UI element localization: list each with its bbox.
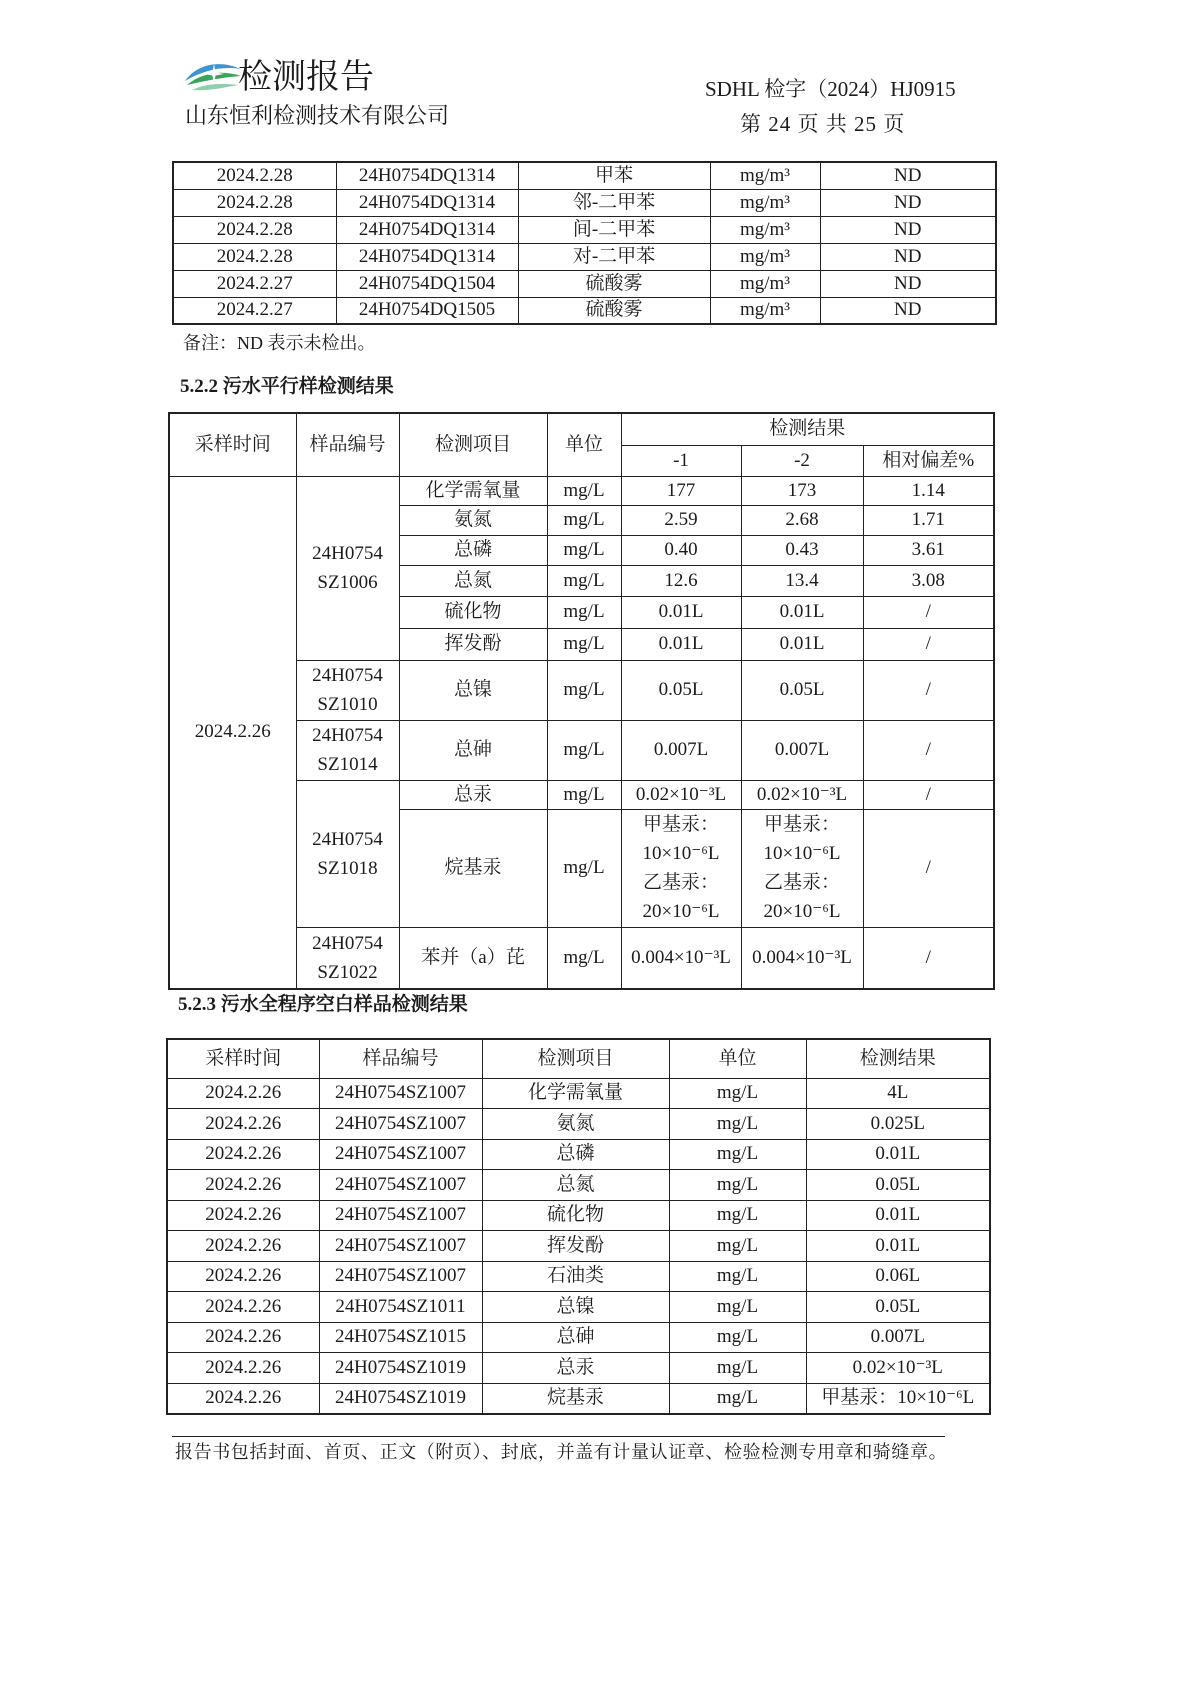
unit-cell: mg/L xyxy=(547,780,621,809)
header-relative-deviation: 相对偏差% xyxy=(863,445,994,476)
result-2-cell: 0.05L xyxy=(741,660,863,720)
sampling-date-cell: 2024.2.28 xyxy=(173,162,336,189)
sampling-date-cell: 2024.2.26 xyxy=(167,1292,319,1323)
header-unit: 单位 xyxy=(669,1039,806,1078)
header-result-1: -1 xyxy=(621,445,741,476)
result-line: 乙基汞： xyxy=(642,872,719,893)
parallel-sample-table xyxy=(168,412,995,990)
result-2-cell: 0.007L xyxy=(741,720,863,780)
section-heading-blank: 5.2.3 污水全程序空白样品检测结果 xyxy=(178,994,468,1015)
table-row xyxy=(173,162,996,189)
sample-id-cell: 24H0754SZ1007 xyxy=(319,1109,482,1140)
sample-id-cell: 24H0754DQ1314 xyxy=(336,162,518,189)
sample-id-line: 24H0754 xyxy=(312,543,383,564)
unit-cell: mg/L xyxy=(547,596,621,628)
table-row xyxy=(167,1292,990,1323)
result-cell: 甲基汞：10×10⁻⁶L xyxy=(806,1383,990,1414)
sampling-date-cell: 2024.2.28 xyxy=(173,189,336,216)
sample-id-line: 24H0754 xyxy=(312,932,383,954)
sample-id-cell: 24H0754SZ1011 xyxy=(319,1292,482,1323)
result-line: 10×10⁻⁶L xyxy=(642,843,720,864)
table-header-row xyxy=(167,1039,990,1078)
sample-id-cell: 24H0754SZ1019 xyxy=(319,1383,482,1414)
result-1-cell xyxy=(621,809,741,927)
result-2-cell: 13.4 xyxy=(741,565,863,596)
result-cell: ND xyxy=(820,216,996,243)
result-2-cell: 0.01L xyxy=(741,628,863,660)
test-item-cell: 邻-二甲苯 xyxy=(518,189,710,216)
sampling-date-cell: 2024.2.28 xyxy=(173,216,336,243)
test-item-cell: 挥发酚 xyxy=(399,628,547,660)
test-item-cell: 总砷 xyxy=(482,1322,669,1353)
result-1-cell: 2.59 xyxy=(621,505,741,535)
unit-cell: mg/m³ xyxy=(710,270,820,297)
sample-id-cell: 24H0754SZ1007 xyxy=(319,1261,482,1292)
header-test-item: 检测项目 xyxy=(399,413,547,476)
sample-id-cell xyxy=(296,476,399,660)
unit-cell: mg/L xyxy=(669,1170,806,1201)
header-result-2: -2 xyxy=(741,445,863,476)
logo-light-wave xyxy=(192,84,238,90)
unit-cell: mg/m³ xyxy=(710,297,820,324)
sample-id-cell: 24H0754SZ1007 xyxy=(319,1078,482,1109)
table-row xyxy=(167,1322,990,1353)
sample-id-cell: 24H0754SZ1007 xyxy=(319,1139,482,1170)
table-row xyxy=(167,1109,990,1140)
result-cell: ND xyxy=(820,270,996,297)
unit-cell: mg/m³ xyxy=(710,162,820,189)
sample-id-cell xyxy=(296,927,399,989)
sample-id-cell: 24H0754SZ1019 xyxy=(319,1353,482,1384)
unit-cell: mg/L xyxy=(669,1353,806,1384)
test-item-cell: 烷基汞 xyxy=(399,809,547,927)
unit-cell: mg/m³ xyxy=(710,189,820,216)
sample-id-cell xyxy=(296,660,399,720)
table-row xyxy=(173,189,996,216)
test-item-cell: 总磷 xyxy=(399,535,547,565)
result-cell: ND xyxy=(820,297,996,324)
relative-deviation-cell: / xyxy=(863,596,994,628)
result-1-cell: 12.6 xyxy=(621,565,741,596)
result-1-cell: 0.05L xyxy=(621,660,741,720)
test-item-cell: 苯并（a）芘 xyxy=(399,927,547,989)
sampling-date-cell: 2024.2.27 xyxy=(173,270,336,297)
test-item-cell: 总磷 xyxy=(482,1139,669,1170)
sample-id-line: 24H0754 xyxy=(312,725,383,746)
relative-deviation-cell: 1.14 xyxy=(863,476,994,505)
result-1-cell: 0.40 xyxy=(621,535,741,565)
test-item-cell: 化学需氧量 xyxy=(399,476,547,505)
sample-id-cell: 24H0754DQ1505 xyxy=(336,297,518,324)
table-row xyxy=(167,1353,990,1384)
sample-id-cell: 24H0754SZ1007 xyxy=(319,1170,482,1201)
company-name: 山东恒利检测技术有限公司 xyxy=(185,103,450,128)
table-row xyxy=(167,1383,990,1414)
test-item-cell: 总汞 xyxy=(399,780,547,809)
result-cell: 0.06L xyxy=(806,1261,990,1292)
relative-deviation-cell: / xyxy=(863,780,994,809)
test-item-cell: 总砷 xyxy=(399,720,547,780)
result-line: 20×10⁻⁶L xyxy=(642,901,720,922)
sampling-date-cell: 2024.2.26 xyxy=(167,1170,319,1201)
test-item-cell: 间-二甲苯 xyxy=(518,216,710,243)
relative-deviation-cell: / xyxy=(863,927,994,989)
result-2-cell: 2.68 xyxy=(741,505,863,535)
relative-deviation-cell: 3.08 xyxy=(863,565,994,596)
header-sampling-date: 采样时间 xyxy=(169,413,296,476)
sampling-date-cell: 2024.2.26 xyxy=(167,1139,319,1170)
result-cell: 0.007L xyxy=(806,1322,990,1353)
unit-cell: mg/L xyxy=(547,628,621,660)
test-item-cell: 硫酸雾 xyxy=(518,297,710,324)
sampling-date-cell: 2024.2.26 xyxy=(167,1322,319,1353)
result-1-cell: 0.01L xyxy=(621,628,741,660)
test-item-cell: 甲苯 xyxy=(518,162,710,189)
test-item-cell: 总氮 xyxy=(482,1170,669,1201)
result-2-cell: 173 xyxy=(741,476,863,505)
header-sampling-date: 采样时间 xyxy=(167,1039,319,1078)
test-item-cell: 烷基汞 xyxy=(482,1383,669,1414)
test-item-cell: 石油类 xyxy=(482,1261,669,1292)
sample-id-cell xyxy=(296,780,399,927)
result-cell: 0.01L xyxy=(806,1200,990,1231)
sample-id-cell: 24H0754DQ1504 xyxy=(336,270,518,297)
relative-deviation-cell: 3.61 xyxy=(863,535,994,565)
sampling-date-cell: 2024.2.26 xyxy=(167,1109,319,1140)
test-item-cell: 总镍 xyxy=(399,660,547,720)
exhaust-results-table xyxy=(172,161,997,325)
result-2-cell: 0.02×10⁻³L xyxy=(741,780,863,809)
sample-id-line: SZ1018 xyxy=(317,857,378,879)
sampling-date-cell: 2024.2.28 xyxy=(173,243,336,270)
result-line: 10×10⁻⁶L xyxy=(763,843,841,864)
sampling-date-cell: 2024.2.26 xyxy=(167,1078,319,1109)
result-2-cell: 0.01L xyxy=(741,596,863,628)
sampling-date-cell: 2024.2.26 xyxy=(169,476,296,989)
test-item-cell: 对-二甲苯 xyxy=(518,243,710,270)
table-row xyxy=(173,297,996,324)
table-note: 备注：ND 表示未检出。 xyxy=(183,333,376,353)
sampling-date-cell: 2024.2.26 xyxy=(167,1353,319,1384)
sampling-date-cell: 2024.2.27 xyxy=(173,297,336,324)
test-item-cell: 氨氮 xyxy=(399,505,547,535)
unit-cell: mg/L xyxy=(547,720,621,780)
table-row xyxy=(173,270,996,297)
unit-cell: mg/L xyxy=(669,1322,806,1353)
test-item-cell: 总氮 xyxy=(399,565,547,596)
report-title: 检测报告 xyxy=(238,59,374,96)
sample-id-line: SZ1010 xyxy=(317,694,378,715)
unit-cell: mg/L xyxy=(669,1383,806,1414)
test-item-cell: 氨氮 xyxy=(482,1109,669,1140)
table-row xyxy=(173,216,996,243)
test-item-cell: 化学需氧量 xyxy=(482,1078,669,1109)
result-1-cell: 177 xyxy=(621,476,741,505)
blank-sample-table xyxy=(166,1038,991,1415)
unit-cell: mg/L xyxy=(547,505,621,535)
unit-cell: mg/L xyxy=(669,1261,806,1292)
header-result: 检测结果 xyxy=(621,413,994,445)
sample-id-cell: 24H0754DQ1314 xyxy=(336,189,518,216)
header-sample-id: 样品编号 xyxy=(296,413,399,476)
footer-statement: 报告书包括封面、首页、正文（附页）、封底，并盖有计量认证章、检验检测专用章和骑缝章。 xyxy=(175,1442,948,1462)
unit-cell: mg/m³ xyxy=(710,243,820,270)
unit-cell: mg/L xyxy=(669,1200,806,1231)
footer-divider xyxy=(172,1436,945,1437)
sample-id-line: SZ1006 xyxy=(317,572,378,593)
result-cell: 0.01L xyxy=(806,1231,990,1262)
result-cell: 0.05L xyxy=(806,1170,990,1201)
sample-id-cell xyxy=(296,720,399,780)
sample-id-cell: 24H0754SZ1007 xyxy=(319,1200,482,1231)
company-logo xyxy=(184,57,242,97)
test-item-cell: 总汞 xyxy=(482,1353,669,1384)
table-row xyxy=(167,1170,990,1201)
result-cell: 0.025L xyxy=(806,1109,990,1140)
result-2-cell: 0.004×10⁻³L xyxy=(741,927,863,989)
table-row xyxy=(173,243,996,270)
table-row xyxy=(167,1200,990,1231)
header-sample-id: 样品编号 xyxy=(319,1039,482,1078)
page-indicator: 第 24 页 共 25 页 xyxy=(740,112,906,136)
result-cell: 0.01L xyxy=(806,1139,990,1170)
sample-id-cell: 24H0754SZ1007 xyxy=(319,1231,482,1262)
header-unit: 单位 xyxy=(547,413,621,476)
result-2-cell: 0.43 xyxy=(741,535,863,565)
header-result: 检测结果 xyxy=(806,1039,990,1078)
result-line: 甲基汞： xyxy=(642,814,719,835)
relative-deviation-cell: 1.71 xyxy=(863,505,994,535)
unit-cell: mg/L xyxy=(547,565,621,596)
sample-id-cell: 24H0754DQ1314 xyxy=(336,216,518,243)
result-cell: 4L xyxy=(806,1078,990,1109)
result-2-cell xyxy=(741,809,863,927)
result-cell: 0.05L xyxy=(806,1292,990,1323)
unit-cell: mg/L xyxy=(669,1231,806,1262)
result-1-cell: 0.01L xyxy=(621,596,741,628)
table-row xyxy=(167,1139,990,1170)
result-cell: ND xyxy=(820,243,996,270)
relative-deviation-cell: / xyxy=(863,628,994,660)
unit-cell: mg/m³ xyxy=(710,216,820,243)
table-header-row xyxy=(169,413,994,445)
result-line: 甲基汞： xyxy=(763,814,840,835)
unit-cell: mg/L xyxy=(547,476,621,505)
test-item-cell: 总镍 xyxy=(482,1292,669,1323)
result-1-cell: 0.02×10⁻³L xyxy=(621,780,741,809)
relative-deviation-cell: / xyxy=(863,720,994,780)
unit-cell: mg/L xyxy=(669,1109,806,1140)
result-cell: ND xyxy=(820,189,996,216)
table-row xyxy=(167,1231,990,1262)
sampling-date-cell: 2024.2.26 xyxy=(167,1200,319,1231)
test-item-cell: 硫化物 xyxy=(399,596,547,628)
test-item-cell: 挥发酚 xyxy=(482,1231,669,1262)
result-1-cell: 0.007L xyxy=(621,720,741,780)
test-item-cell: 硫酸雾 xyxy=(518,270,710,297)
unit-cell: mg/L xyxy=(669,1292,806,1323)
unit-cell: mg/L xyxy=(547,660,621,720)
result-1-cell: 0.004×10⁻³L xyxy=(621,927,741,989)
sample-id-line: SZ1014 xyxy=(317,754,378,775)
sample-id-cell: 24H0754SZ1015 xyxy=(319,1322,482,1353)
table-row xyxy=(169,476,994,505)
sampling-date-cell: 2024.2.26 xyxy=(167,1231,319,1262)
header-test-item: 检测项目 xyxy=(482,1039,669,1078)
result-cell: 0.02×10⁻³L xyxy=(806,1353,990,1384)
unit-cell: mg/L xyxy=(547,927,621,989)
report-number: SDHL 检字（2024）HJ0915 xyxy=(705,77,956,101)
sample-id-line: 24H0754 xyxy=(312,828,383,850)
sample-id-cell: 24H0754DQ1314 xyxy=(336,243,518,270)
result-line: 乙基汞： xyxy=(763,872,840,893)
table-row xyxy=(167,1078,990,1109)
unit-cell: mg/L xyxy=(547,809,621,927)
sample-id-line: 24H0754 xyxy=(312,665,383,686)
unit-cell: mg/L xyxy=(669,1139,806,1170)
section-heading-parallel: 5.2.2 污水平行样检测结果 xyxy=(180,376,394,397)
table-row xyxy=(167,1261,990,1292)
sampling-date-cell: 2024.2.26 xyxy=(167,1383,319,1414)
test-item-cell: 硫化物 xyxy=(482,1200,669,1231)
sample-id-line: SZ1022 xyxy=(317,961,378,983)
unit-cell: mg/L xyxy=(669,1078,806,1109)
relative-deviation-cell: / xyxy=(863,660,994,720)
relative-deviation-cell: / xyxy=(863,809,994,927)
sampling-date-cell: 2024.2.26 xyxy=(167,1261,319,1292)
unit-cell: mg/L xyxy=(547,535,621,565)
result-cell: ND xyxy=(820,162,996,189)
logo-swoosh-icon xyxy=(184,57,242,97)
result-line: 20×10⁻⁶L xyxy=(763,901,841,922)
